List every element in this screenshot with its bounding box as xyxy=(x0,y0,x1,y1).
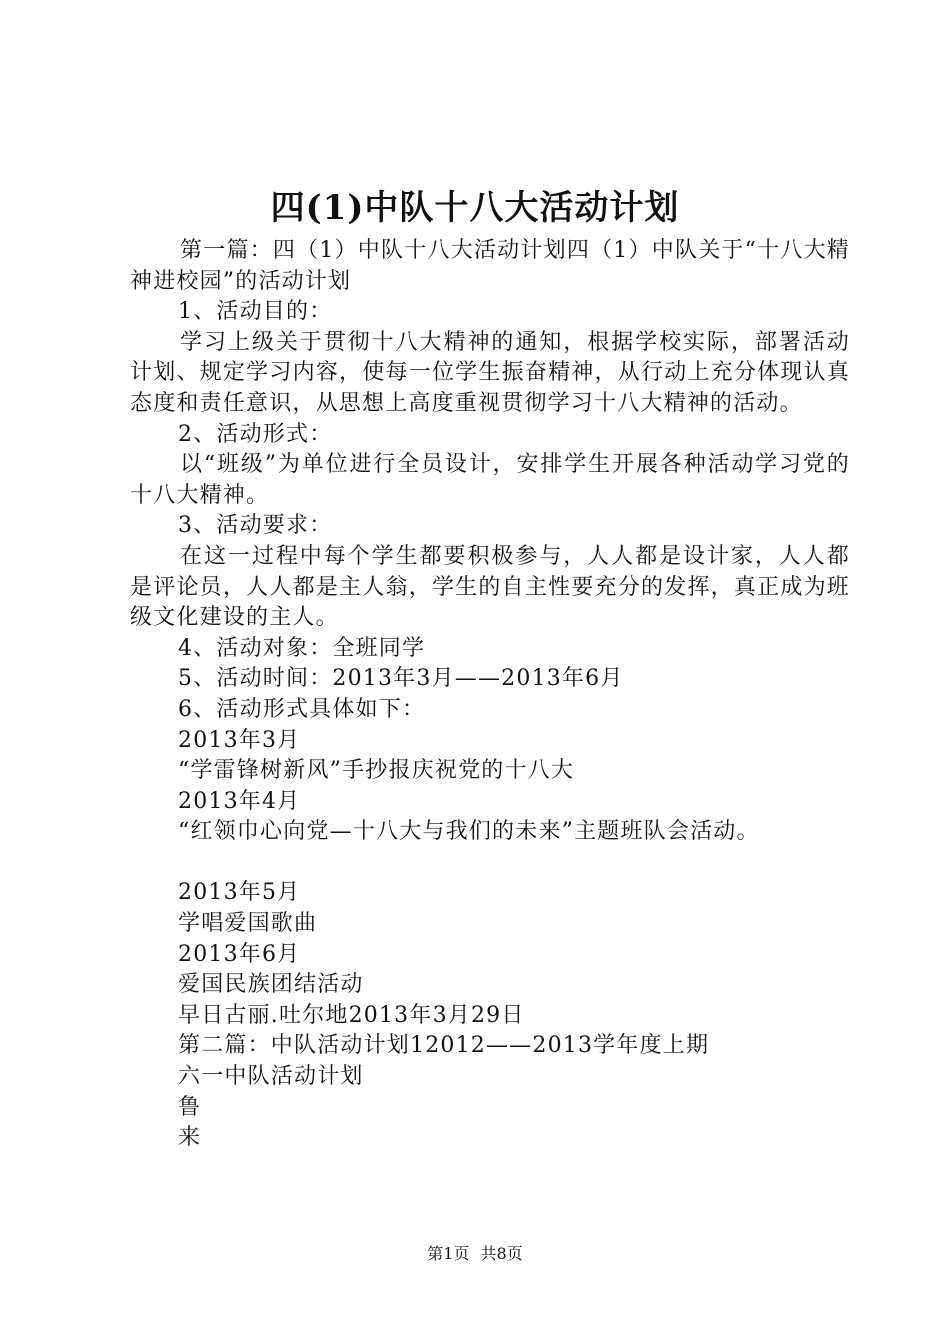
page-footer xyxy=(0,1243,950,1265)
document-title: 四(1)中队十八大活动计划 xyxy=(270,188,680,228)
line-fragment-2: 来 xyxy=(178,1125,202,1151)
paragraph-requirements: 在这一过程中每个学生都要积极参与，人人都是设计家，人人都是评论员，人人都是主人翁，学生的自主性要充分的发挥，真正成为班级文化建设的主人。 xyxy=(130,543,850,631)
heading-requirements: 3、活动要求： xyxy=(178,513,333,539)
line-time: 5、活动时间：2013年3月——2013年6月 xyxy=(178,666,624,692)
line-fragment-1: 鲁 xyxy=(178,1094,202,1120)
heading-form: 2、活动形式： xyxy=(178,421,333,447)
page-total: 共8页 xyxy=(480,1244,523,1263)
line-may-activity: 学唱爱国歌曲 xyxy=(178,911,318,937)
line-month-may: 2013年5月 xyxy=(178,880,301,906)
paragraph-purpose: 学习上级关于贯彻十八大精神的通知，根据学校实际，部署活动计划、规定学习内容，使每一位学生振奋精神，从行动上充分体现认真态度和责任意识，从思想上高度重视贯彻学习十八大精神的活动。 xyxy=(130,329,850,416)
line-second-article: 第二篇：中队活动计划12012——2013学年度上期 xyxy=(178,1033,710,1059)
heading-purpose: 1、活动目的： xyxy=(178,299,333,325)
paragraph-form: 以“班级”为单位进行全员设计，安排学生开展各种活动学习党的十八大精神。 xyxy=(130,452,850,508)
line-second-title: 六一中队活动计划 xyxy=(178,1064,364,1090)
line-june-activity: 爱国民族团结活动 xyxy=(178,972,364,998)
paragraph-intro: 第一篇：四（1）中队十八大活动计划四（1）中队关于“十八大精神进校园”的活动计划 xyxy=(130,238,850,294)
blank-line xyxy=(130,848,850,879)
line-march-activity: “学雷锋树新风”手抄报庆祝党的十八大 xyxy=(178,758,575,784)
line-april-activity: “红领巾心向党—十八大与我们的未来”主题班队会活动。 xyxy=(178,819,760,845)
line-month-april: 2013年4月 xyxy=(178,788,301,814)
line-month-june: 2013年6月 xyxy=(178,941,301,967)
page-number: 第1页 xyxy=(427,1244,470,1263)
document-body xyxy=(130,236,850,1154)
line-target: 4、活动对象：全班同学 xyxy=(178,635,426,661)
line-signature-date: 早日古丽.吐尔地2013年3月29日 xyxy=(178,1002,525,1028)
line-month-march: 2013年3月 xyxy=(178,727,301,753)
line-details-heading: 6、活动形式具体如下： xyxy=(178,696,426,722)
